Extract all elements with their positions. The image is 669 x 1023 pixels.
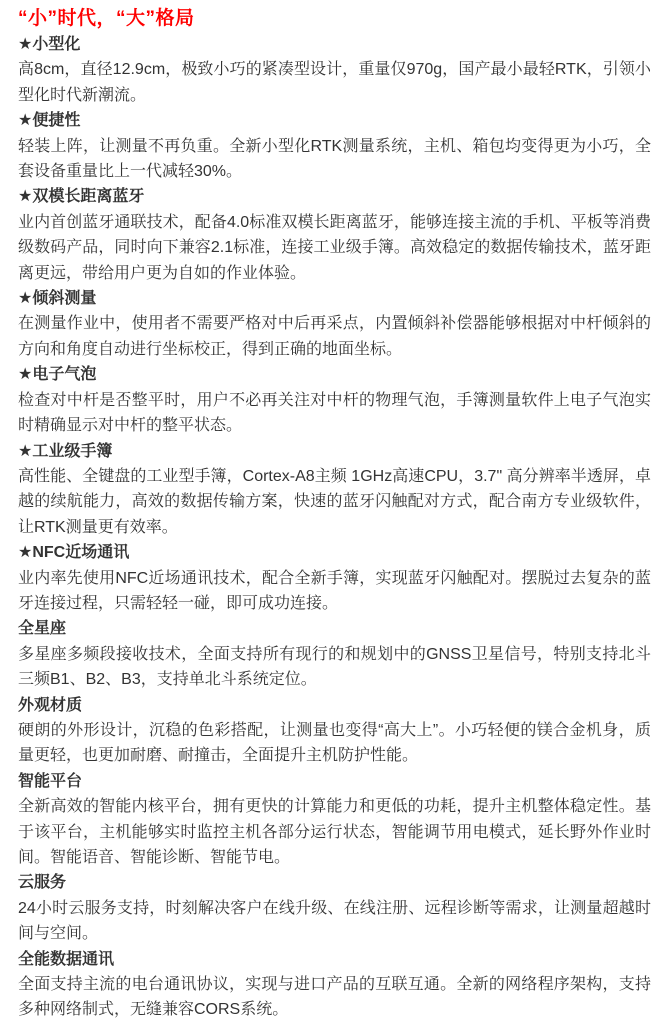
section-heading: 外观材质: [18, 696, 83, 714]
section-heading: ★工业级手簿: [18, 442, 113, 460]
feature-section: [18, 108, 651, 184]
section-heading: 云服务: [18, 874, 67, 892]
section-body: 硬朗的外形设计，沉稳的色彩搭配，让测量也变得“高大上”。小巧轻便的镁合金机身，质量更轻，也更加耐磨、耐撞击，全面提升主机防护性能。: [18, 721, 651, 765]
feature-section: [18, 184, 651, 286]
section-body: 检查对中杆是否整平时，用户不必再关注对中杆的物理气泡，手簿测量软件上电子气泡实时精确显示对中杆的整平状态。: [18, 391, 651, 435]
section-heading: ★小型化: [18, 36, 81, 53]
feature-section: [18, 540, 651, 616]
section-heading: ★倾斜测量: [18, 290, 97, 308]
section-body: 高8cm，直径12.9cm，极致小巧的紧凑型设计，重量仅970g，国产最小最轻RTK，引领小型化时代新潮流。: [18, 61, 651, 104]
feature-section: [18, 769, 651, 871]
sections-container: [18, 32, 651, 1023]
feature-section: [18, 616, 651, 692]
feature-section: [18, 362, 651, 438]
feature-section: [18, 286, 651, 362]
section-body: 业内首创蓝牙通联技术，配备4.0标准双模长距离蓝牙，能够连接主流的手机、平板等消费级数码产品，同时向下兼容2.1标准，连接工业级手簿。高效稳定的数据传输技术，蓝牙距离更远，带给用户更为自如的作业体验。: [18, 213, 651, 282]
section-heading: ★便捷性: [18, 112, 81, 130]
section-heading: ★双模长距离蓝牙: [18, 188, 145, 206]
feature-section: [18, 693, 651, 769]
feature-section: [18, 439, 651, 541]
feature-section: [18, 870, 651, 946]
section-heading: 全星座: [18, 620, 67, 638]
section-heading: 智能平台: [18, 772, 83, 790]
section-body: 轻装上阵，让测量不再负重。全新小型化RTK测量系统，主机、箱包均变得更为小巧，全套设备重量比上一代减轻30%。: [18, 137, 651, 181]
section-body: 高性能、全键盘的工业型手簿，Cortex-A8主频 1GHz高速CPU，3.7" 高分辨率半透屏，卓越的续航能力，高效的数据传输方案，快速的蓝牙闪触配对方式，配合南方专业级软件，让RTK测量更有效率。: [18, 467, 651, 536]
section-body: 24小时云服务支持，时刻解决客户在线升级、在线注册、远程诊断等需求，让测量超越时间与空间。: [18, 899, 651, 943]
section-body: 业内率先使用NFC近场通讯技术，配合全新手簿，实现蓝牙闪触配对。摆脱过去复杂的蓝牙连接过程，只需轻轻一碰，即可成功连接。: [18, 569, 651, 612]
feature-section: [18, 32, 651, 108]
section-heading: ★电子气泡: [18, 366, 97, 384]
section-body: 多星座多频段接收技术，全面支持所有现行的和规划中的GNSS卫星信号，特别支持北斗三频B1、B2、B3，支持单北斗系统定位。: [18, 645, 651, 689]
page-title: “小”时代，“大”格局: [18, 8, 195, 29]
section-body: 在测量作业中，使用者不需要严格对中后再采点，内置倾斜补偿器能够根据对中杆倾斜的方向和角度自动进行坐标校正，得到正确的地面坐标。: [18, 315, 651, 358]
section-body: 全新高效的智能内核平台，拥有更快的计算能力和更低的功耗，提升主机整体稳定性。基于该平台，主机能够实时监控主机各部分运行状态，智能调节用电模式，延长野外作业时间。智能语音、智能诊断、智能节电。: [18, 798, 651, 866]
section-body: 全面支持主流的电台通讯协议，实现与进口产品的互联互通。全新的网络程序架构，支持多种网络制式，无缝兼容CORS系统。: [18, 976, 651, 1019]
section-heading: ★NFC近场通讯: [18, 544, 130, 562]
feature-section: [18, 947, 651, 1023]
section-heading: 全能数据通讯: [18, 950, 115, 968]
